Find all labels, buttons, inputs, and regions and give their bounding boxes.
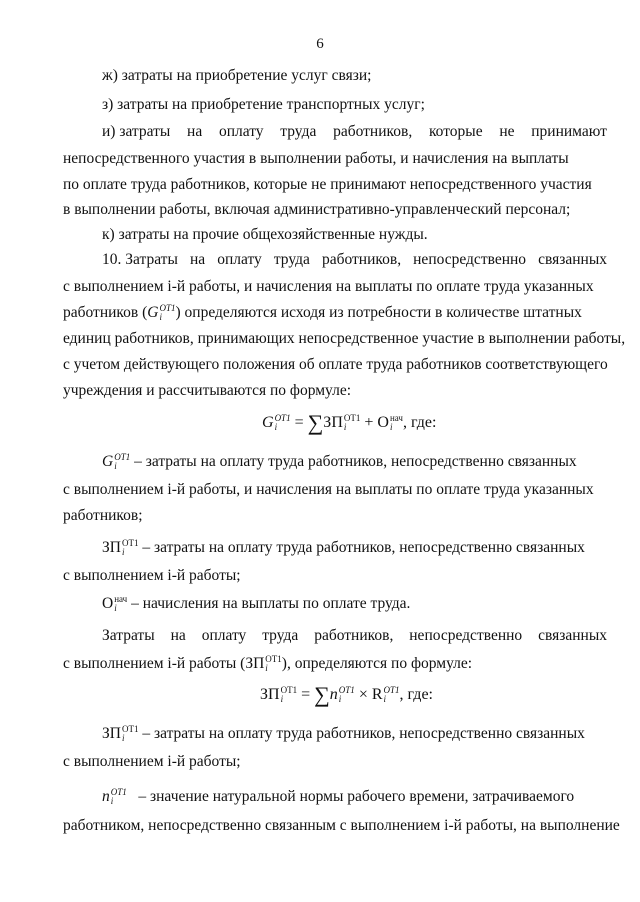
para-zp-line2: с выполнением i-й работы (ЗП ОТ1 i ), определяются по формуле: <box>63 654 473 674</box>
def-g-line3: работников; <box>63 507 143 524</box>
item-zh: ж) затраты на приобретение услуг связи; <box>102 67 372 84</box>
para10-line4: единиц работников, принимающих непосредственное участие в выполнении работы, <box>63 330 626 347</box>
para10-line2: с выполнением i-й работы, и начисления на выплаты по оплате труда указанных <box>63 278 594 295</box>
para10-line1: 10. Затраты на оплату труда работников, непосредственно связанных <box>102 251 607 268</box>
def-o-line: O нач i – начисления на выплаты по оплате труда. <box>102 594 411 614</box>
para10-line6: учреждения и рассчитываются по формуле: <box>63 382 352 399</box>
def-zp2-line2: с выполнением i-й работы; <box>63 753 241 770</box>
def-zp2-line1: ЗП ОТ1 i – затраты на оплату труда работников, непосредственно связанных <box>102 724 585 744</box>
para10-line3: работников (G OT1 i ) определяются исходя из потребности в количестве штатных <box>63 303 582 323</box>
item-k: к) затраты на прочие общехозяйственные нужды. <box>102 226 428 243</box>
def-zp-line1: ЗП ОТ1 i – затраты на оплату труда работников, непосредственно связанных <box>102 538 585 558</box>
item-i-line1: и) затраты на оплату труда работников, которые не принимают <box>102 123 607 140</box>
def-n-line2: работником, непосредственно связанным с выполнением i-й работы, на выполнение <box>63 817 620 834</box>
item-i-line4: в выполнении работы, включая административно-управленческий персонал; <box>63 201 571 218</box>
para10-line5: с учетом действующего положения об оплате труда работников соответствующего <box>63 356 608 373</box>
item-z: з) затраты на приобретение транспортных услуг; <box>102 96 425 113</box>
para-zp-line1: Затраты на оплату труда работников, непосредственно связанных <box>102 627 607 644</box>
item-i-line3: по оплате труда работников, которые не принимают непосредственного участия <box>63 176 592 193</box>
formula-zp: ЗП ОТ1 i = ∑n OT1 i × R OT1 i , где: <box>260 682 433 707</box>
formula-g: G OT1 i = ∑ЗП ОТ1 i + O нач i , где: <box>262 410 437 435</box>
page-number: 6 <box>316 36 324 52</box>
def-g-line1: G OT1 i – затраты на оплату труда работников, непосредственно связанных <box>102 452 577 472</box>
def-n-line1: n OT1 i – значение натуральной нормы рабочего времени, затрачиваемого <box>102 787 575 807</box>
def-zp-line2: с выполнением i-й работы; <box>63 567 241 584</box>
def-g-line2: с выполнением i-й работы, и начисления на выплаты по оплате труда указанных <box>63 481 594 498</box>
item-i-line2: непосредственного участия в выполнении работы, и начисления на выплаты <box>63 150 569 167</box>
